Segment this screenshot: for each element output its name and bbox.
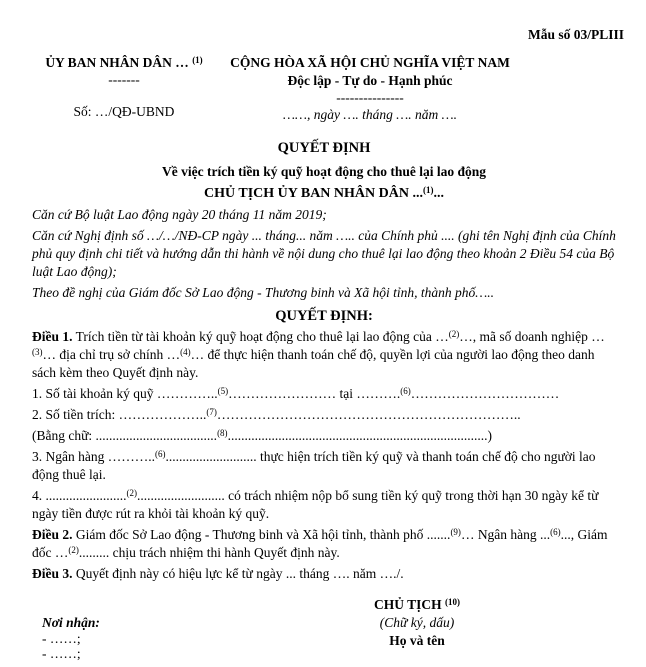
document-number-line: Số: …/QĐ-UBND [73, 104, 175, 119]
article-1-item-account-number: 1. Số tài khoản ký quỹ …………..$^{(5)}$…………………… tại ……….$^{(6)}$…………………………… [32, 385, 560, 401]
signature-block [297, 596, 537, 661]
document-footer [32, 596, 616, 661]
decree-heading: QUYẾT ĐỊNH: [275, 308, 373, 324]
article-1: Điều 1. Trích tiền từ tài khoản ký quỹ hoạt động cho thuê lại lao động của …$^{(2)}$…, mã số doanh nghiệp …$^{(3)}$… địa chỉ trụ sở chính …$^{(4)}$… để thực hiện thanh toán chế độ, quyền lợi của người lao động theo danh sách kèm theo Quyết định này. [32, 328, 605, 380]
recipients-block [42, 614, 100, 661]
preamble-proposal: Theo đề nghị của Giám đốc Sở Lao động - Thương binh và Xã hội tỉnh, thành phố….. [32, 285, 495, 300]
article-1-item-replenish-obligation: 4. ........................$^{(2)}$.......................... có trách nhiệm nộp bổ sung tiền ký quỹ trong thời hạn 30 ngày kể từ ngày tiền được rút ra khỏi tài khoản ký quỹ. [32, 487, 599, 521]
preamble-labor-code: Căn cứ Bộ luật Lao động ngày 20 tháng 11 năm 2019; [32, 207, 327, 222]
date-place-line: ……, ngày …. tháng …. năm …. [282, 107, 457, 122]
document-type-title: QUYẾT ĐỊNH [277, 140, 371, 156]
article-1-item-amount-in-words: (Bằng chữ: ....................................$^{(8)}$.............................................................................) [32, 427, 492, 443]
issuing-authority-name: ỦY BAN NHÂN DÂN … $^{(1)}$ [45, 54, 203, 70]
document-subject-title: Về việc trích tiền ký quỹ hoạt động cho thuê lại lao động [161, 164, 487, 179]
signer-name-placeholder: Họ và tên [389, 633, 445, 648]
preamble-decree: Căn cứ Nghị định số …/…/NĐ-CP ngày ... tháng... năm ….. của Chính phủ .... (ghi tên Nghị định của Chính phủ quy định chi tiết và hướng dẫn thi hành về nội dung cho thuê lại lao động theo khoản 2 Điều 54 của Bộ luật Lao động); [32, 228, 616, 279]
national-motto-divider: --------------- [336, 90, 404, 105]
deciding-authority-title: CHỦ TỊCH ỦY BAN NHÂN DÂN ...$^{(1)}$... [204, 184, 444, 201]
signer-title: CHỦ TỊCH $^{(10)}$ [373, 596, 460, 612]
article-3: Điều 3. Quyết định này có hiệu lực kể từ ngày ... tháng …. năm …./. [32, 566, 404, 581]
article-2: Điều 2. Giám đốc Sở Lao động - Thương binh và Xã hội tỉnh, thành phố .......$^{(9)}$… Ngân hàng ...$^{(6)}$..., Giám đốc …$^{(2)}$......... chịu trách nhiệm thi hành Quyết định này. [32, 526, 608, 560]
document-header [32, 54, 616, 124]
national-title: CỘNG HÒA XÃ HỘI CHỦ NGHĨA VIỆT NAM [230, 55, 510, 70]
signature-note: (Chữ ký, dấu) [379, 615, 455, 630]
issuing-authority-block [32, 54, 216, 124]
article-1-item-amount: 2. Số tiền trích: ………………..$^{(7)}$………………………………………………………….. [32, 406, 521, 422]
form-number: Mẫu số 03/PLIII [527, 27, 624, 42]
recipient-item: - ……; [42, 631, 81, 646]
recipients-label: Nơi nhận: [42, 615, 100, 630]
national-motto: Độc lập - Tự do - Hạnh phúc [287, 73, 453, 88]
article-1-item-bank: 3. Ngân hàng ………..$^{(6)}$........................... thực hiện trích tiền ký quỹ và thanh toán chế độ cho người lao động thuê lại. [32, 448, 596, 482]
issuing-authority-divider: ------- [108, 72, 140, 87]
national-heading-block [224, 54, 516, 124]
recipient-item: - ……; [42, 646, 81, 661]
